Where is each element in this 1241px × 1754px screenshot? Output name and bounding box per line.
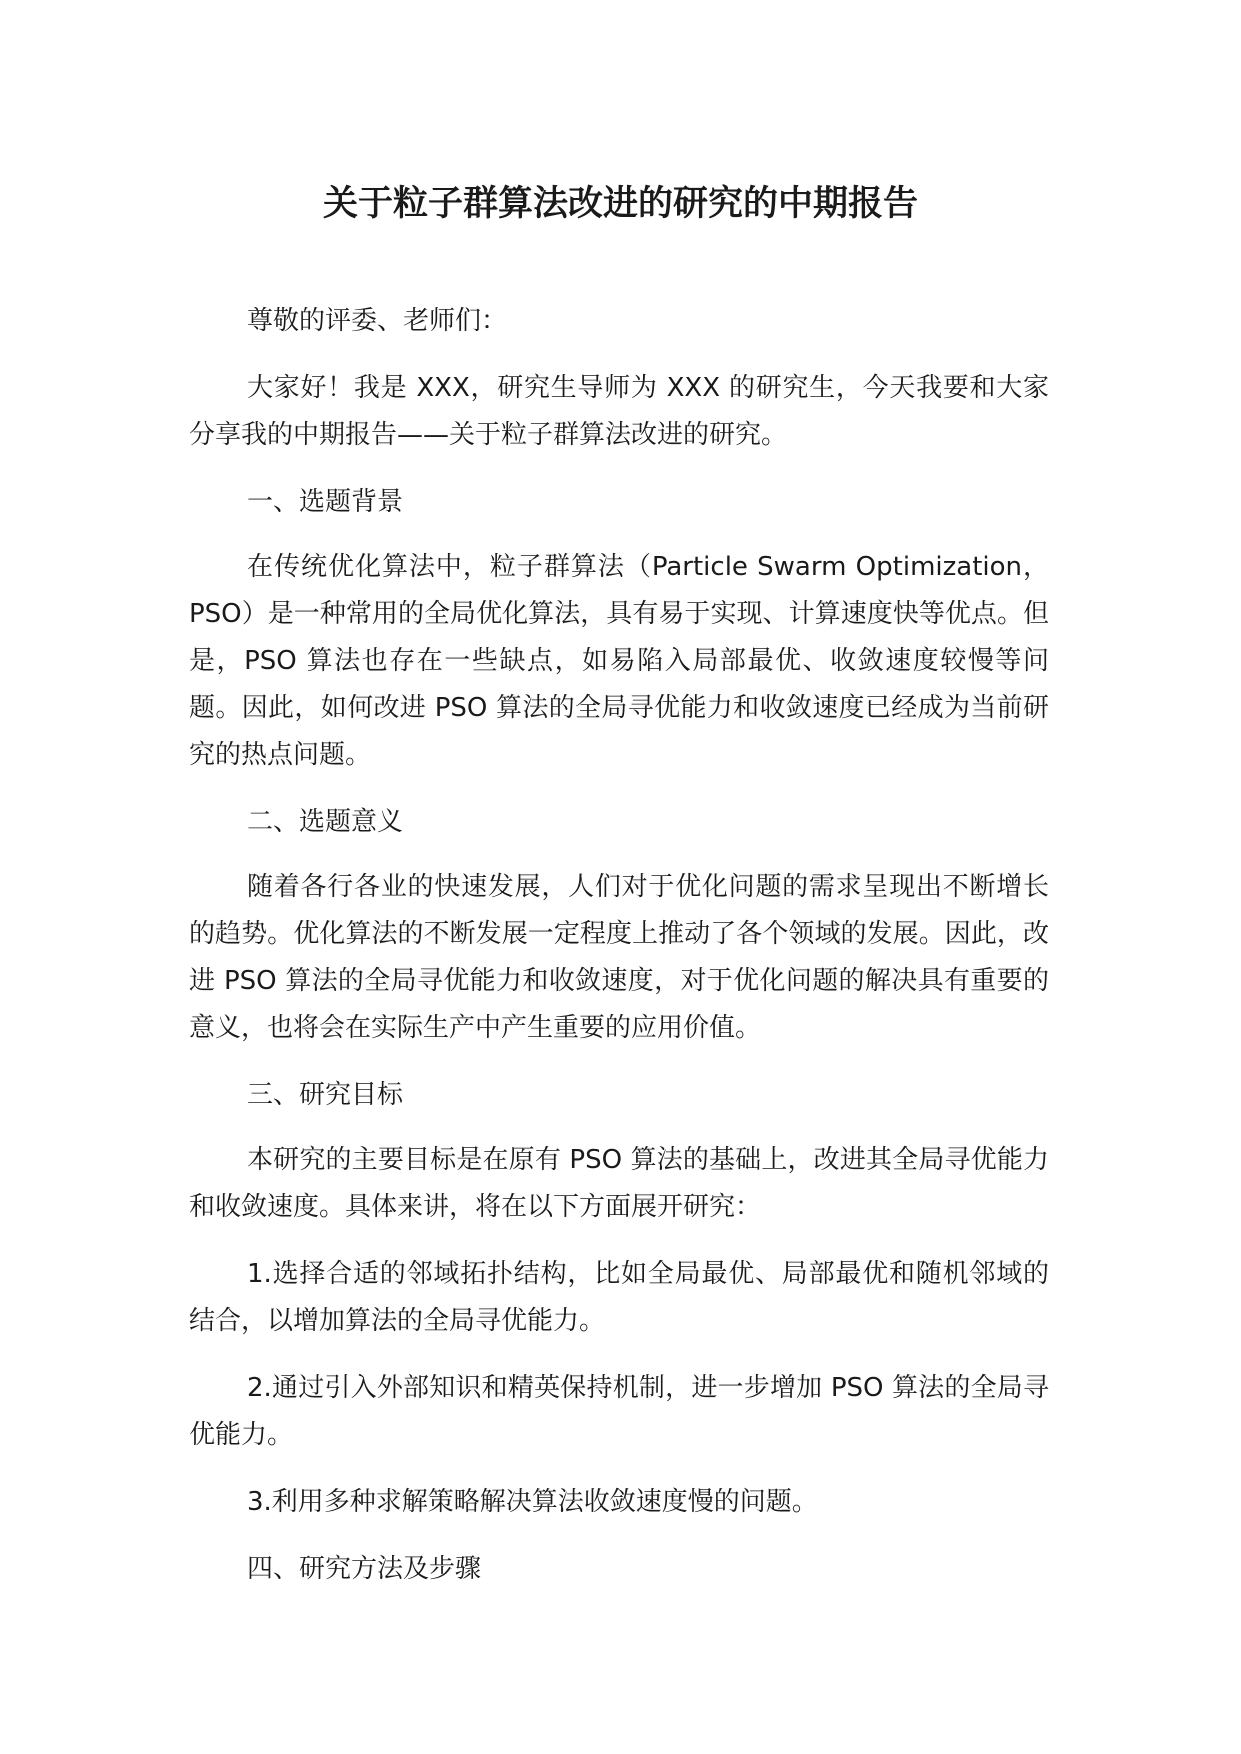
objective-item-1: 1.选择合适的邻域拓扑结构，比如全局最优、局部最优和随机邻域的结合，以增加算法的全局寻优能力。 [189,1259,1049,1336]
document-body [189,298,1049,1611]
objective-item-3: 3.利用多种求解策略解决算法收敛速度慢的问题。 [247,1487,818,1517]
objective-item-2: 2.通过引入外部知识和精英保持机制，进一步增加 PSO 算法的全局寻优能力。 [189,1373,1049,1450]
document-title: 关于粒子群算法改进的研究的中期报告 [322,184,918,224]
salutation: 尊敬的评委、老师们： [247,306,508,336]
section-heading-objectives: 三、研究目标 [247,1080,404,1110]
significance-paragraph: 随着各行各业的快速发展，人们对于优化问题的需求呈现出不断增长的趋势。优化算法的不断发展一定程度上推动了各个领域的发展。因此，改进 PSO 算法的全局寻优能力和收敛速度，对于优化问题的解决具有重要的意义，也将会在实际生产中产生重要的应用价值。 [189,872,1049,1043]
section-heading-methods: 四、研究方法及步骤 [247,1554,482,1584]
objectives-paragraph: 本研究的主要目标是在原有 PSO 算法的基础上，改进其全局寻优能力和收敛速度。具体来讲，将在以下方面展开研究： [189,1145,1049,1222]
section-heading-background: 一、选题背景 [247,487,404,517]
section-heading-significance: 二、选题意义 [247,807,404,837]
intro-paragraph: 大家好！我是 XXX，研究生导师为 XXX 的研究生，今天我要和大家分享我的中期报告——关于粒子群算法改进的研究。 [189,373,1049,450]
background-paragraph: 在传统优化算法中，粒子群算法（Particle Swarm Optimization，PSO）是一种常用的全局优化算法，具有易于实现、计算速度快等优点。但是，PSO 算法也存在一些缺点，如易陷入局部最优、收敛速度较慢等问题。因此，如何改进 PSO 算法的全局寻优能力和收敛速度已经成为当前研究的热点问题。 [189,552,1049,770]
